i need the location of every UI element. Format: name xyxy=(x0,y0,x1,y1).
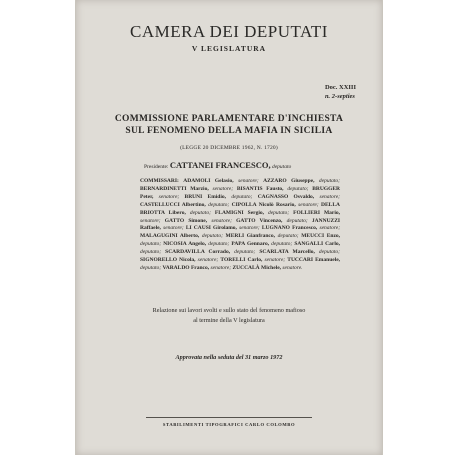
member-role: deputato; xyxy=(208,201,230,208)
member-role: deputato; xyxy=(140,249,162,256)
report-line-1: Relazione sui lavori svolti e sullo stato del fenomeno mafioso xyxy=(152,307,306,314)
report-line-2: al termine della V legislatura xyxy=(193,316,265,324)
member-name: SANGALLI Carlo, xyxy=(294,241,340,248)
member-role: senatore; xyxy=(319,193,341,200)
member-name: BISANTIS Fausto, xyxy=(236,185,284,192)
member-role: senatore; xyxy=(298,201,319,208)
member-role: deputato; xyxy=(267,209,290,216)
president-label: Presidente: xyxy=(144,164,169,170)
member-name: NICOSIA Angelo, xyxy=(163,241,207,248)
member-name: MALAGUGINI Alberto, xyxy=(140,233,200,240)
printer-name: STABILIMENTI TIPOGRAFICI CARLO COLOMBO xyxy=(162,422,296,427)
member-role: deputato; xyxy=(318,249,341,256)
footer-divider xyxy=(146,417,312,418)
commission-line-2: SUL FENOMENO DELLA MAFIA IN SICILIA xyxy=(125,126,333,136)
member-name: PAPA Gennaro, xyxy=(231,241,270,248)
member-role: senatore; xyxy=(239,225,260,232)
commission-line-1: COMMISSIONE PARLAMENTARE D'INCHIESTA xyxy=(114,114,344,124)
member-role: deputato; xyxy=(208,241,230,248)
doc-suffix: n. 2-septies xyxy=(324,93,355,100)
members-label: COMMISSARI: xyxy=(140,178,179,184)
member-name: CAGNASSO Osvaldo, xyxy=(257,193,315,200)
member-role: deputato; xyxy=(201,233,223,240)
approval-note: Approvata nella seduta del 31 marzo 1972 xyxy=(175,354,283,361)
member-name: TORELLI Carlo, xyxy=(220,257,263,264)
member-role: senatore; xyxy=(264,257,286,264)
member-name: VARALDO Franco, xyxy=(162,264,210,271)
member-role: deputato; xyxy=(318,178,340,184)
member-role: deputato; xyxy=(287,185,309,192)
member-name: GATTO Simone, xyxy=(164,217,208,224)
member-role: deputato; xyxy=(140,241,162,248)
member-role: senatore; xyxy=(163,225,184,232)
member-name: LUGNANO Francesco, xyxy=(261,225,318,232)
member-role: senatore; xyxy=(140,217,161,224)
president-line xyxy=(144,160,291,170)
member-role: senatore; xyxy=(238,178,259,184)
member-role: deputato; xyxy=(189,209,211,216)
member-name: ADAMOLI Gelasio, xyxy=(183,178,234,184)
document-reference xyxy=(325,83,356,101)
member-role: senatore; xyxy=(319,225,341,232)
member-name: BERNARDINETTI Marzio, xyxy=(140,185,209,192)
member-name: MEUCCI Enzo, xyxy=(301,233,341,240)
member-name: DELLA BRIOTTA Libero, xyxy=(140,201,340,216)
member-name: SCARLATA Marcello, xyxy=(259,249,315,256)
member-name: FLAMIGNI Sergio, xyxy=(214,209,264,216)
member-role: deputato; xyxy=(234,249,256,256)
law-reference: (LEGGE 20 DICEMBRE 1962, N. 1720) xyxy=(180,145,278,151)
legislature-subtitle: V LEGISLATURA xyxy=(191,44,267,53)
member-name: ZUCCALÀ Michele, xyxy=(232,264,282,271)
member-name: BRUGGER Peter, xyxy=(140,185,341,200)
member-name: AZZARO Giuseppe, xyxy=(263,178,315,184)
doc-number: Doc. XXIII xyxy=(324,84,356,91)
member-role: deputato; xyxy=(231,193,253,200)
president-role: deputato xyxy=(271,164,292,170)
member-name: GATTO Vincenzo, xyxy=(236,217,283,224)
page-title: CAMERA DEI DEPUTATI xyxy=(130,22,328,41)
member-role: senatore; xyxy=(158,193,180,200)
member-role: deputato; xyxy=(277,233,299,240)
member-name: LI CAUSI Girolamo, xyxy=(185,225,237,232)
member-role: deputato; xyxy=(286,217,308,224)
member-role: senatore; xyxy=(197,257,219,264)
member-name: FOLLIERI Mario, xyxy=(293,209,341,216)
document-cover xyxy=(75,0,383,455)
member-name: BRUNI Emidio, xyxy=(184,193,227,200)
member-name: CIPOLLA Nicolò Rosario, xyxy=(231,201,296,208)
member-name: SCARDAVILLA Corrado, xyxy=(165,249,231,256)
commission-title xyxy=(76,113,382,137)
member-role: senatore; xyxy=(211,217,232,224)
member-name: CASTELLUCCI Albertino, xyxy=(140,201,206,208)
members-list xyxy=(140,178,340,273)
president-name: CATTANEI FRANCESCO, xyxy=(169,160,271,170)
member-role: deputato; xyxy=(140,264,162,271)
member-name: SIGNORELLO Nicola, xyxy=(140,257,196,264)
member-name: MERLI Gianfranco, xyxy=(225,233,275,240)
report-description xyxy=(76,306,382,325)
member-name: JANNUZZI Raffaele, xyxy=(140,217,341,232)
member-name: TUCCARI Emanuele, xyxy=(287,257,341,264)
member-role: senatore; xyxy=(210,264,232,271)
member-role: senatore. xyxy=(282,264,303,271)
member-role: deputato; xyxy=(271,241,293,248)
member-role: senatore; xyxy=(212,185,234,192)
